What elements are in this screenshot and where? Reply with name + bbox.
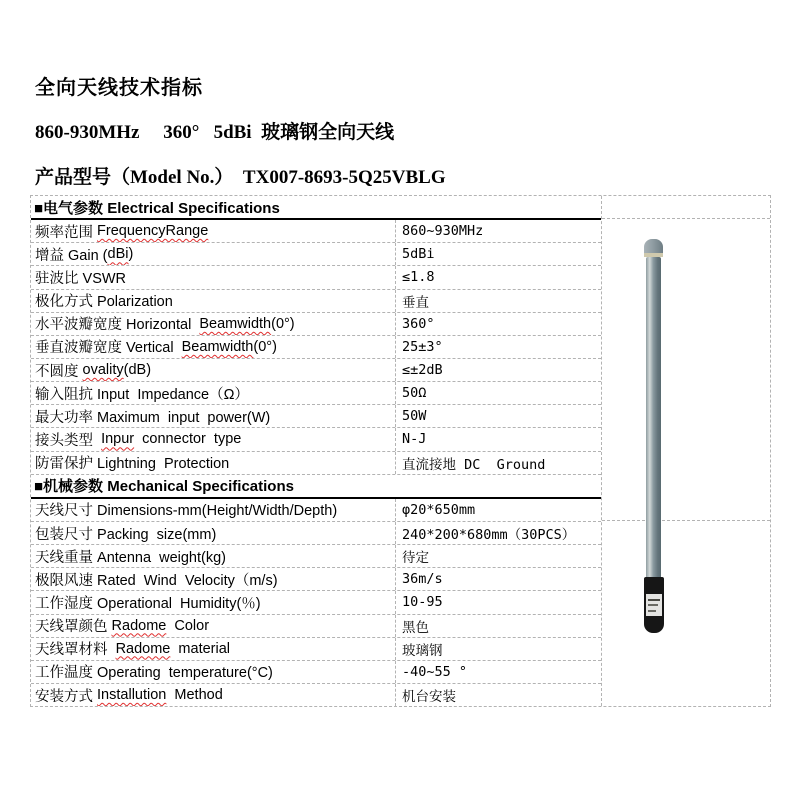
spec-value: 860~930MHz	[395, 220, 601, 242]
spec-label: 频率范围 FrequencyRange	[35, 223, 209, 241]
spec-label: 水平波瓣宽度 Horizontal Beamwidth (0°)	[35, 315, 295, 334]
spec-value: 50W	[395, 405, 601, 427]
spec-row	[31, 382, 601, 405]
spec-row	[31, 220, 601, 243]
spec-value: 10-95	[395, 591, 601, 613]
spec-label: 增益 Gain ( dBi )	[35, 246, 134, 264]
spec-label: 天线罩材料 Radome material	[35, 640, 231, 659]
spec-value: 机台安装	[395, 684, 601, 706]
spec-row	[31, 591, 601, 614]
spec-label: 垂直波瓣宽度 Vertical Beamwidth (0°)	[35, 338, 277, 357]
spec-value: φ20*650mm	[395, 499, 601, 521]
spec-label: 安装方式 Installution Method	[35, 687, 223, 705]
spec-row	[31, 684, 601, 706]
spec-row	[31, 266, 601, 289]
spec-label: 工作湿度 Operational Humidity(％)	[35, 595, 261, 612]
section-header-label: ■电气参数 Electrical Specifications	[34, 199, 280, 217]
spec-value: 黑色	[395, 615, 601, 637]
spec-row	[31, 545, 601, 568]
spec-label: 工作温度 Operating temperature(°C)	[35, 665, 273, 682]
spec-row	[31, 428, 601, 451]
spec-row	[31, 568, 601, 591]
spec-row	[31, 638, 601, 661]
spec-label: 天线尺寸 Dimensions-mm(Height/Width/Depth)	[35, 503, 338, 520]
spec-label: 不圆度 ovality (dB)	[35, 362, 152, 380]
spec-value: 直流接地 DC Ground	[395, 452, 601, 474]
spec-value: 36m/s	[395, 568, 601, 590]
image-column-cell-top	[602, 196, 770, 219]
spec-value: 50Ω	[395, 382, 601, 404]
spec-rows	[31, 196, 601, 706]
spec-value: -40~55 °	[395, 661, 601, 683]
antenna-rod	[646, 257, 661, 579]
image-column-cell-bottom	[602, 521, 770, 706]
spec-value: 360°	[395, 313, 601, 335]
spec-value: ≤±2dB	[395, 359, 601, 381]
antenna-image	[643, 239, 665, 635]
spec-label: 接头类型 Inpur connector type	[35, 431, 242, 449]
spec-value: N-J	[395, 428, 601, 450]
page-title: 全向天线技术指标	[35, 77, 203, 99]
model-number-line: 产品型号（Model No.） TX007-8693-5Q25VBLG	[35, 167, 446, 188]
spec-value: ≤1.8	[395, 266, 601, 288]
spec-label: 包装尺寸 Packing size(mm)	[35, 526, 217, 543]
spec-row	[31, 522, 601, 545]
antenna-label-sticker	[646, 594, 662, 616]
spec-value: 240*200*680mm（30PCS）	[395, 522, 601, 544]
spec-row	[31, 359, 601, 382]
section-header-label: ■机械参数 Mechanical Specifications	[34, 478, 294, 496]
spec-row	[31, 452, 601, 475]
spec-row	[31, 243, 601, 266]
spec-label: 输入阻抗 Input Impedance（Ω）	[35, 386, 249, 403]
spec-row	[31, 661, 601, 684]
spec-row	[31, 313, 601, 336]
spec-label: 防雷保护 Lightning Protection	[35, 456, 230, 473]
section-header	[31, 196, 601, 220]
spec-value: 待定	[395, 545, 601, 567]
spec-row	[31, 499, 601, 522]
spec-label: 最大功率 Maximum input power(W)	[35, 409, 271, 426]
spec-value: 玻璃钢	[395, 638, 601, 660]
spec-value: 25±3°	[395, 336, 601, 358]
spec-label: 极化方式 Polarization	[35, 294, 173, 311]
spec-row	[31, 290, 601, 313]
section-header	[31, 475, 601, 499]
spec-row	[31, 615, 601, 638]
antenna-cap-ring	[644, 253, 663, 257]
spec-value: 5dBi	[395, 243, 601, 265]
spec-row	[31, 336, 601, 359]
spec-row	[31, 405, 601, 428]
image-column-cell-middle	[602, 219, 770, 521]
spec-label: 驻波比 VSWR	[35, 270, 127, 287]
spec-label: 天线罩颜色 Radome Color	[35, 617, 210, 636]
spec-value: 垂直	[395, 290, 601, 312]
spec-label: 天线重量 Antenna weight(kg)	[35, 549, 226, 566]
antenna-image-column	[601, 196, 770, 706]
spec-table	[30, 195, 771, 707]
page-subtitle: 860-930MHz 360° 5dBi 玻璃钢全向天线	[35, 122, 395, 143]
spec-label: 极限风速 Rated Wind Velocity（m/s)	[35, 572, 278, 589]
